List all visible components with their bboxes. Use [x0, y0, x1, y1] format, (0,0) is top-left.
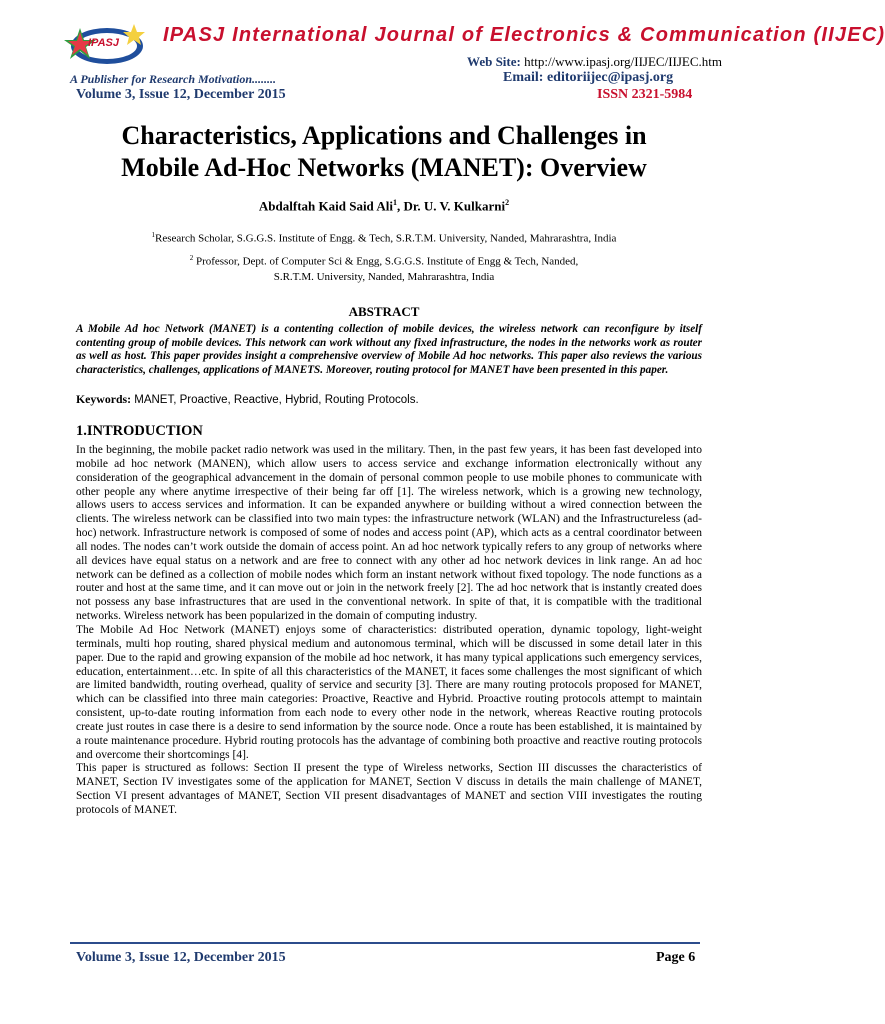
abstract-text: A Mobile Ad hoc Network (MANET) is a contenting collection of mobile devices, the wireless network can reconfigure by itself contenting group of mobile devices. This network can work without any fixed infrastructure, the nodes in the networks work as router as well as host. This paper provides insight a comprehensive overview of Mobile Ad hoc networks. This paper also reviews the various characteristics, challenges, applications of MANETS. Moreover, routing protocol for MANET have been presented in this paper.	[76, 323, 702, 376]
footer-divider	[70, 942, 700, 944]
ipasj-logo	[66, 20, 148, 68]
intro-paragraph-1: In the beginning, the mobile packet radio network was used in the military. Then, in the past few years, it has been fast developed into mobile ad hoc network (MANEN), which allow users to access service and exchange information electronically without any consideration of the geographical advancement in the domain of personal common people to use mobile phones to communicate with other people any where anytime irrespective of their being far off [1]. The wireless network, which is a growing new technology, allows users to access services and information. It can be expanded anywhere or building without a wired connection between the clients. The wireless network can be classified into two main types: the infrastructure network (WLAN) and the Infrastructureless (ad-hoc) network. Infrastructure network is composed of some of nodes and access point (AP), which acts as a central coordinator between all nodes. The nodes can’t work outside the domain of access point. An ad hoc network typically refers to any group of networks where all devices have equal status on a network and are free to connect with any other ad hoc network devices in link range. An ad hoc network can be defined as a collection of mobile nodes which form an instant network without fixed topology. The node functions as a router and host at the same time, and it can move out or join in the network freely [2]. The ad hoc network that is instantly created does not possess any base infrastructures that are used in the conventional network. In spite of that, it is compatible with the traditional networks. Wireless network has been popularized in the domain of computing industry.	[76, 444, 702, 623]
footer-volume: Volume 3, Issue 12, December 2015	[76, 950, 286, 965]
keywords-text: MANET, Proactive, Reactive, Hybrid, Routing Protocols.	[131, 394, 419, 406]
aff2-sup: 2	[189, 254, 194, 262]
keywords-label: Keywords:	[76, 392, 132, 406]
paper-title-line2: Mobile Ad-Hoc Networks (MANET): Overview	[121, 153, 647, 182]
journal-title: IPASJ International Journal of Electronics & Communication (IIJEC)	[163, 24, 885, 46]
abstract-heading: ABSTRACT	[348, 304, 420, 319]
page-number: Page 6	[656, 950, 696, 965]
paper-title	[60, 120, 708, 184]
aff1-sup: 1	[151, 231, 156, 239]
aff2-line1: Professor, Dept. of Computer Sci & Engg, S.G.G.S. Institute of Engg & Tech, Nanded,	[193, 255, 579, 268]
publisher-tagline: A Publisher for Research Motivation........	[70, 72, 277, 86]
website-line	[467, 54, 722, 70]
section-heading-introduction: 1.INTRODUCTION	[76, 423, 203, 439]
website-link[interactable]: http://www.ipasj.org/IIJEC/IIJEC.htm	[524, 54, 722, 69]
intro-paragraph-2: The Mobile Ad Hoc Network (MANET) enjoys some of characteristics: distributed operation, dynamic topology, light-weight terminals, multi hop routing, shared physical medium and autonomous terminal, which will be discussed in some detail later in this paper. Due to the rapid and growing expansion of the mobile ad hoc network, it has many typical applications such emergency services, education, entertainment…etc. In spite of all this characteristics of the MANET, it faces some challenges the most significant of which are limited bandwidth, routing overhead, quality of service and security [3]. There are many routing protocols proposed for MANET, which can be classified into three main categories: Proactive, Reactive and Hybrid. Proactive routing protocols attempt to maintain consistent, up-to-date routing information from each node to every other node in the network, whereas Reactive routing protocols create just routes in case there is a desire to send information by the source node. Once a route has been established, it is maintained by a route maintenance procedure. Hybrid routing protocols has the advantage of combining both proactive and reactive routing protocols and overcome their shortcomings [4].	[76, 623, 702, 761]
issn: ISSN 2321-5984	[597, 87, 693, 102]
website-label: Web Site:	[467, 54, 521, 69]
affiliation-1	[60, 231, 708, 245]
authors	[60, 198, 708, 214]
email-link[interactable]: Email: editoriijec@ipasj.org	[503, 70, 674, 85]
intro-paragraph-3: This paper is structured as follows: Section II present the type of Wireless networks, Section III discusses the characteristics of MANET, Section IV investigates some of the application for MANET, Section V discuss in details the main challenge of MANET, Section VI present advantages of MANET, Section VII present disadvantages of MANET and section VIII investigates the routing protocols of MANET.	[76, 762, 702, 816]
aff1-text: Research Scholar, S.G.G.S. Institute of Engg. & Tech, S.R.T.M. University, Nanded, Mahrarashtra, India	[155, 232, 617, 245]
affiliation-2	[60, 251, 708, 285]
logo-text: IPASJ	[88, 37, 119, 49]
paper-title-line1: Characteristics, Applications and Challenges in	[121, 121, 647, 150]
keywords	[76, 392, 702, 407]
header-volume: Volume 3, Issue 12, December 2015	[76, 87, 286, 102]
introduction-body	[76, 444, 702, 818]
author-2: , Dr. U. V. Kulkarni	[396, 198, 506, 214]
author-1: Abdalftah Kaid Said Ali	[258, 198, 393, 214]
author-2-sup: 2	[505, 198, 510, 207]
author-1-sup: 1	[392, 198, 397, 207]
aff2-line2: S.R.T.M. University, Nanded, Mahrarashtra, India	[273, 270, 495, 283]
